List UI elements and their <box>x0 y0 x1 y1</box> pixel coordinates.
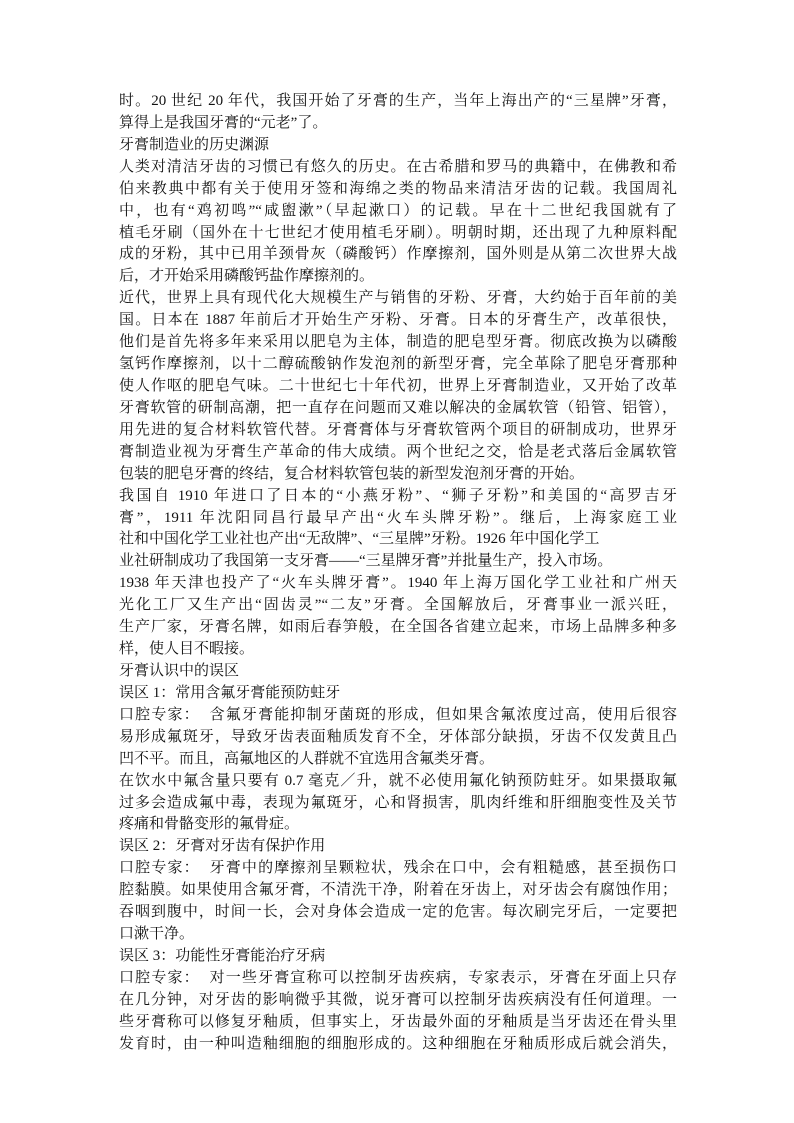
text-line: 凹不平。而且，高氟地区的人群就不宜选用含氟类牙膏。 <box>119 750 495 767</box>
text-line: 使人作呕的肥皂气味。二十世纪七十年代初，世界上牙膏制造业，又开始了改革 <box>119 377 677 394</box>
text-line: 近代，世界上具有现代化大规模生产与销售的牙粉、牙膏，大约始于百年前的美 <box>119 290 677 307</box>
text-line: 人类对清洁牙齿的习惯已有悠久的历史。在古希腊和罗马的典籍中，在佛教和希 <box>119 158 677 175</box>
document-body <box>119 91 677 1056</box>
text-line: 在几分钟，对牙齿的影响微乎其微，说牙膏可以控制牙齿疾病没有任何道理。一 <box>119 991 677 1008</box>
text-line: 疼痛和骨骼变形的氟骨症。 <box>119 816 300 833</box>
text-line: 样，使人目不暇接。 <box>119 641 255 658</box>
text-line: 过多会造成氟中毒，表现为氟斑牙，心和肾损害，肌肉纤维和肝细胞变性及关节 <box>119 794 677 811</box>
text-line: 国。日本在 1887 年前后才开始生产牙粉、牙膏。日本的牙膏生产，改革很快， <box>119 312 677 329</box>
myth-title: 误区 3：功能性牙膏能治疗牙病 <box>119 947 326 964</box>
text-line: 光化工厂又生产出“固齿灵”“二友”牙膏。全国解放后，牙膏事业一派兴旺， <box>119 597 677 614</box>
text-line: 口腔专家： 牙膏中的摩擦剂呈颗粒状，残余在口中，会有粗糙感，甚至损伤口 <box>119 860 677 877</box>
text-line: 膏”，1911 年沈阳同昌行最早产出“火车头牌牙粉”。继后，上海家庭工业 <box>119 509 677 526</box>
text-line: 口腔专家： 含氟牙膏能抑制牙菌斑的形成，但如果含氟浓度过高，使用后很容 <box>119 706 677 723</box>
text-line: 用先进的复合材料软管代替。牙膏膏体与牙膏软管两个项目的研制成功，世界牙 <box>119 421 677 438</box>
text-line: 伯来教典中都有关于使用牙签和海绵之类的物品来清洁牙齿的记载。我国周礼 <box>119 180 677 197</box>
text-line: 中，也有“鸡初鸣”“咸盥漱”（早起漱口）的记载。早在十二世纪我国就有了 <box>119 202 677 219</box>
text-line: 业社研制成功了我国第一支牙膏——“三星牌牙膏”并批量生产，投入市场。 <box>119 553 613 570</box>
text-line: 膏制造业视为牙膏生产革命的伟大成绩。两个世纪之交，恰是老式落后金属软管 <box>119 443 677 460</box>
text-line: 口漱干净。 <box>119 926 195 943</box>
text-line: 植毛牙刷（国外在十七世纪才使用植毛牙刷）。明朝时期，还出现了九种原料配 <box>119 224 677 241</box>
text-line: 1938 年天津也投产了“火车头牌牙膏”。1940 年上海万国化学工业社和广州天 <box>119 575 677 592</box>
text-line: 在饮水中氟含量只要有 0.7 毫克／升，就不必使用氟化钠预防蛀牙。如果摄取氟 <box>119 772 677 789</box>
text-line: 氢钙作摩擦剂，以十二醇硫酸钠作发泡剂的新型牙膏，完全革除了肥皂牙膏那种 <box>119 356 677 373</box>
text-line: 后，才开始采用磷酸钙盐作摩擦剂的。 <box>119 268 375 285</box>
text-line: 时。20 世纪 20 年代，我国开始了牙膏的生产，当年上海出产的“三星牌”牙膏， <box>119 93 677 109</box>
section-heading: 牙膏制造业的历史渊源 <box>119 136 270 153</box>
text-line: 口腔专家： 对一些牙膏宣称可以控制牙齿疾病，专家表示，牙膏在牙面上只存 <box>119 969 677 986</box>
text-line: 社和中国化学工业社也产出“无敌牌”、“三星牌”牙粉。1926 年中国化学工 <box>119 531 600 548</box>
section-heading: 牙膏认识中的误区 <box>119 662 240 679</box>
text-line: 我国自 1910 年进口了日本的“小燕牙粉”、“狮子牙粉”和美国的“高罗吉牙 <box>119 487 677 504</box>
text-line: 腔黏膜。如果使用含氟牙膏，不清洗干净，附着在牙齿上，对牙齿会有腐蚀作用； <box>119 882 677 899</box>
text-line: 发育时，由一种叫造釉细胞的细胞形成的。这种细胞在牙釉质形成后就会消失， <box>119 1035 677 1052</box>
text-line: 易形成氟斑牙，导致牙齿表面釉质发育不全，牙体部分缺损，牙齿不仅发黄且凸 <box>119 728 677 745</box>
text-line: 些牙膏称可以修复牙釉质，但事实上，牙齿最外面的牙釉质是当牙齿还在骨头里 <box>119 1013 677 1030</box>
text-line: 牙膏软管的研制高潮，把一直存在问题而又难以解决的金属软管（铅管、铝管）， <box>119 399 677 416</box>
myth-title: 误区 1：常用含氟牙膏能预防蛀牙 <box>119 684 341 701</box>
text-line: 吞咽到腹中，时间一长，会对身体会造成一定的危害。每次刷完牙后，一定要把 <box>119 904 677 921</box>
text-line: 他们是首先将多年来采用以肥皂为主体，制造的肥皂型牙膏。彻底改换为以磷酸 <box>119 334 677 351</box>
text-line: 生产厂家，牙膏名牌，如雨后春笋般，在全国各省建立起来，市场上品牌多种多 <box>119 619 677 636</box>
text-line: 包装的肥皂牙膏的终结，复合材料软管包装的新型发泡剂牙膏的开始。 <box>119 465 585 482</box>
myth-title: 误区 2：牙膏对牙齿有保护作用 <box>119 838 326 855</box>
text-line: 成的牙粉，其中已用羊颈骨灰（磷酸钙）作摩擦剂，国外则是从第二次世界大战 <box>119 246 677 263</box>
text-line: 算得上是我国牙膏的“元老”了。 <box>119 114 328 131</box>
